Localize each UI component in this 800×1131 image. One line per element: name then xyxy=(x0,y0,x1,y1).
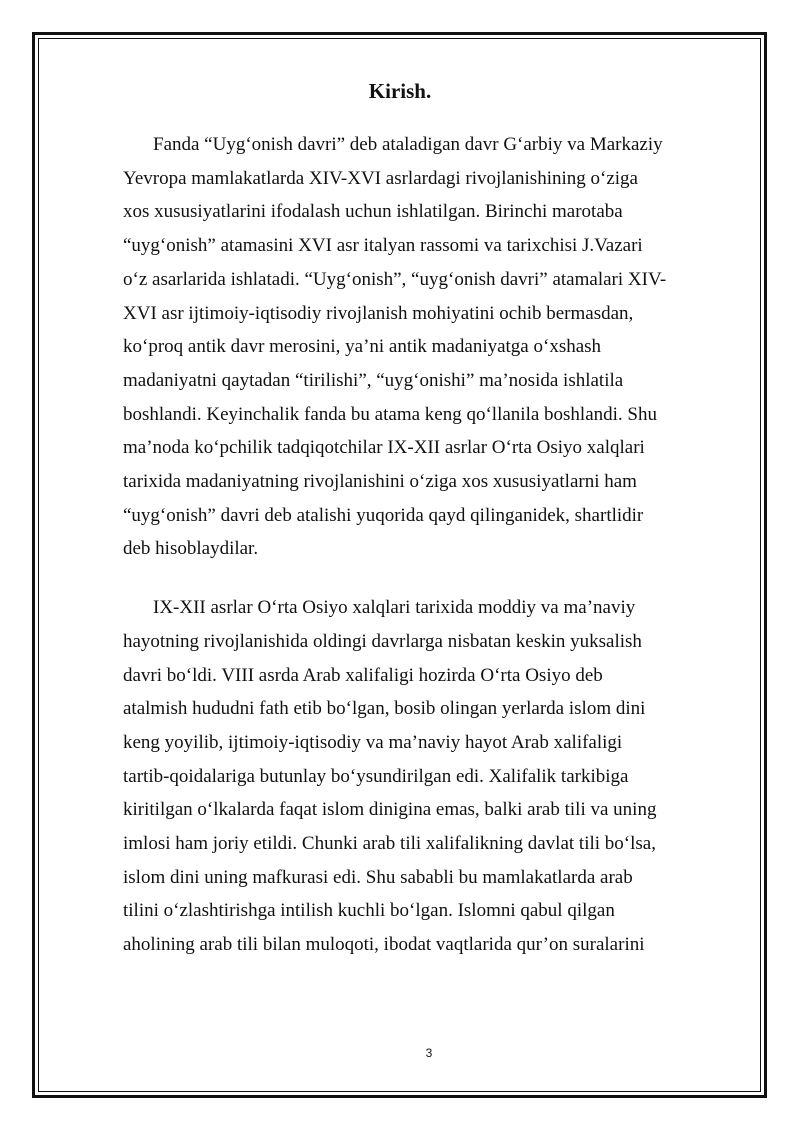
text-line: IX-XII asrlar O‘rta Osiyo xalqlari tarixida moddiy va ma’naviy xyxy=(153,597,636,619)
text-line: tarixida madaniyatning rivojlanishini o‘ziga xos xususiyatlarni ham xyxy=(123,471,637,493)
text-line: “uyg‘onish” davri deb atalishi yuqorida qayd qilinganidek, shartlidir xyxy=(123,504,644,526)
document-body xyxy=(123,128,748,962)
text-line: deb hisoblaydilar. xyxy=(123,538,259,560)
text-line: “uyg‘onish” atamasini XVI asr italyan rassomi va tarixchisi J.Vazari xyxy=(123,235,643,257)
text-line: tartib-qoidalariga butunlay bo‘ysundirilgan edi. Xalifalik tarkibiga xyxy=(123,765,629,787)
text-line: hayotning rivojlanishida oldingi davrlarga nisbatan keskin yuksalish xyxy=(123,630,642,652)
paragraph-2 xyxy=(123,591,748,962)
text-line: boshlandi. Keyinchalik fanda bu atama keng qo‘llanila boshlandi. Shu xyxy=(123,403,657,425)
text-line: ma’noda ko‘pchilik tadqiqotchilar IX-XII asrlar O‘rta Osiyo xalqlari xyxy=(123,437,645,459)
text-line: davri bo‘ldi. VIII asrda Arab xalifaligi hozirda O‘rta Osiyo deb xyxy=(123,664,603,686)
text-line: keng yoyilib, ijtimoiy-iqtisodiy va ma’naviy hayot Arab xalifaligi xyxy=(123,731,623,753)
text-line: aholining arab tili bilan muloqoti, ibodat vaqtlarida qur’on suralarini xyxy=(123,934,645,956)
paragraph-1 xyxy=(123,128,748,566)
text-line: Fanda “Uyg‘onish davri” deb ataladigan davr G‘arbiy va Markaziy xyxy=(153,134,663,155)
text-line: atalmish hududni fath etib bo‘lgan, bosib olingan yerlarda islom dini xyxy=(123,698,646,720)
text-line: ko‘proq antik davr merosini, ya’ni antik madaniyatga o‘xshash xyxy=(123,336,602,358)
text-line: imlosi ham joriy etildi. Chunki arab tili xalifalikning davlat tili bo‘lsa, xyxy=(123,833,656,855)
page-number: 3 xyxy=(425,1046,433,1060)
section-heading: Kirish. xyxy=(368,79,432,103)
text-line: xos xususiyatlarini ifodalash uchun ishlatilgan. Birinchi marotaba xyxy=(123,201,623,223)
text-line: tilini o‘zlashtirishga intilish kuchli bo‘lgan. Islomni qabul qilgan xyxy=(123,900,615,922)
text-line: Yevropa mamlakatlarda XIV-XVI asrlardagi rivojlanishining o‘ziga xyxy=(123,167,638,189)
text-line: kiritilgan o‘lkalarda faqat islom dinigina emas, balki arab tili va uning xyxy=(123,799,657,821)
text-line: islom dini uning mafkurasi edi. Shu sababli bu mamlakatlarda arab xyxy=(123,866,633,888)
text-line: XVI asr ijtimoiy-iqtisodiy rivojlanish mohiyatini ochib bermasdan, xyxy=(123,302,634,324)
text-line: madaniyatni qaytadan “tirilishi”, “uyg‘onishi” ma’nosida ishlatila xyxy=(123,369,624,391)
text-line: o‘z asarlarida ishlatadi. “Uyg‘onish”, “uyg‘onish davri” atamalari XIV- xyxy=(123,268,667,290)
